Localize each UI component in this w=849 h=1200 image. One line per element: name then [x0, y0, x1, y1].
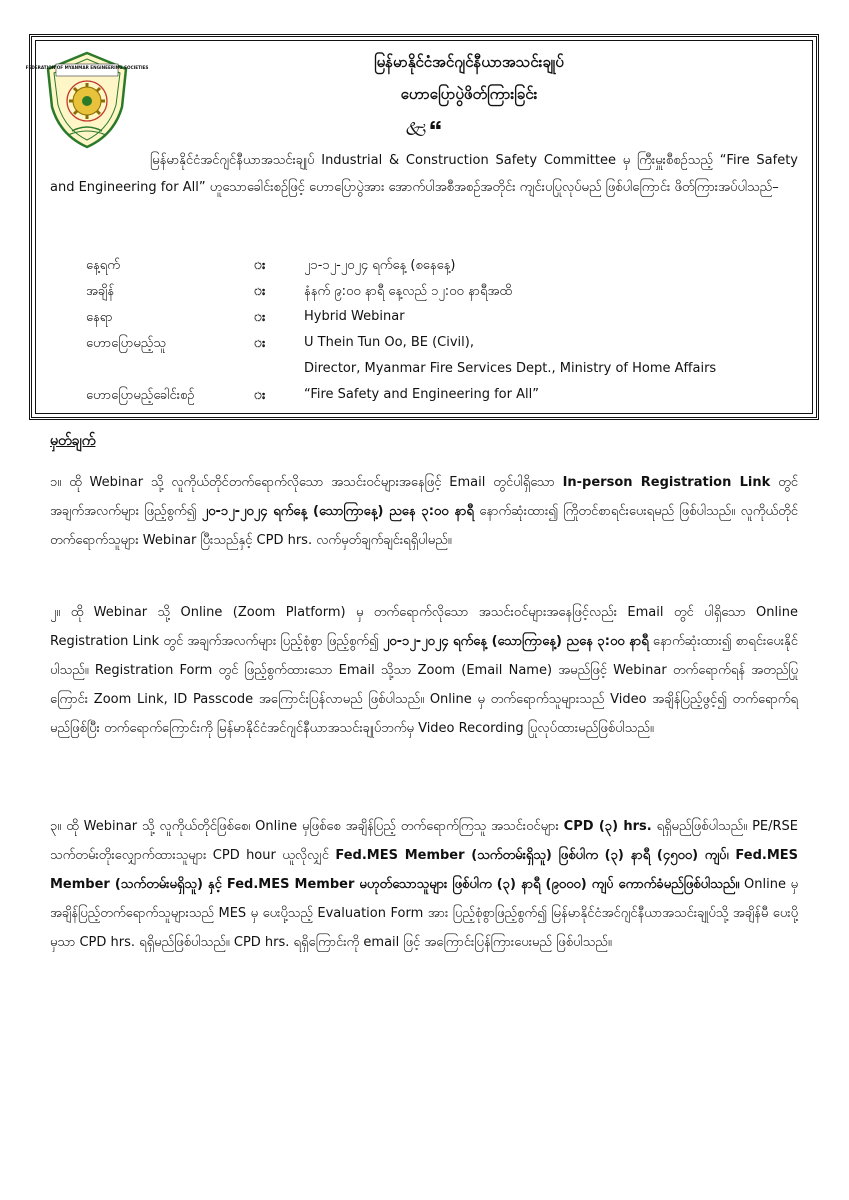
note-text: ၁။ ထို Webinar သို့ လူကိုယ်တိုင်တက်ရောက်လိုသော အသင်းဝင်များအနေဖြင့် Email တွင်ပါရှိသော [50, 475, 563, 490]
note-text: Online မှ အချိန်ပြည့်တက်ရောက်သူများသည် MES မှ ပေးပို့သည့် Evaluation Form အား ပြည့်စုံစွာဖြည့်စွက်၍ မြန်မာနိုင်ငံအင်ဂျင်နီယာအသင်းချုပ်သို့ အချိန်မီ ပေးပို့မှသာ CPD hrs. ရရှိမည်ဖြစ်ပါသည်။ CPD hrs. ရရှိကြောင်းကို email ဖြင့် အကြောင်းပြန်ကြားပေးမည် ဖြစ်ပါသည်။ [50, 877, 799, 950]
schedule-value: ၂၁-၁၂-၂၀၂၄ ရက်နေ့ (စနေနေ့) [304, 258, 456, 273]
document-title: မြန်မာနိုင်ငံအင်ဂျင်နီယာအသင်းချုပ် [374, 53, 564, 71]
schedule-label: ဟောပြောမည့်ခေါင်းစဉ် [86, 388, 195, 403]
schedule-colon: း [254, 388, 266, 403]
note-bold: ၂၀-၁၂-၂၀၂၄ ရက်နေ့ (သောကြာနေ့) ညနေ ၃:၀၀ နာရီ [382, 634, 649, 649]
invitation-frame-inner [25, 40, 813, 414]
note-paragraph-2 [50, 598, 798, 743]
schedule-label: အချိန် [86, 284, 115, 299]
note-bold: Fed.MES Member (သက်တမ်းရှိသူ) ဖြစ်ပါက (၃) နာရီ (၄၅၀၀) ကျပ်၊ Fed.MES Member (သက်တမ်းမရှိသူ) နှင့် Fed.MES Member မဟုတ်သောသူများ ဖြစ်ပါက (၃) နာရီ (၉၀၀၀) ကျပ် ကောက်ခံမည်ဖြစ်ပါသည်။ [50, 848, 798, 892]
schedule-value-line2: Director, Myanmar Fire Services Dept., Ministry of Home Affairs [304, 361, 717, 376]
note-text: တွင် အချက်အလက်များ ဖြည့်စွက်၍ [50, 475, 798, 519]
ornament-divider-icon: 🙵🙶 [404, 119, 444, 140]
note-text: နောက်ဆုံးထား၍ စာရင်းပေးနိုင်ပါသည်။ Registration Form တွင် ဖြည့်စွက်ထားသော Email သို့သာ Zoom (Email Name) အမည်ဖြင့် Webinar တက်ရောက်ရန် အတည်ပြုကြောင်း Zoom Link, ID Passcode အကြောင်းပြန်လာမည် ဖြစ်ပါသည်။ Online မှ တက်ရောက်သူများသည် Video အချိန်ပြည့်ဖွင့်၍ တက်ရောက်ရမည်ဖြစ်ပြီး တက်ရောက်ကြောင်းကို မြန်မာနိုင်ငံအင်ဂျင်နီယာအသင်းချုပ်ဘက်မှ Video Recording ပြုလုပ်ထားမည်ဖြစ်ပါသည်။ [50, 634, 798, 736]
schedule-label: နေ့ရက် [86, 258, 120, 273]
intro-paragraph: မြန်မာနိုင်ငံအင်ဂျင်နီယာအသင်းချုပ် Industrial & Construction Safety Committee မှ ကြီးမှူးစီစဉ်သည့် “Fire Safety and Engineering for All” ဟူသောခေါင်းစဉ်ဖြင့် ဟောပြောပွဲအား အောက်ပါအစီအစဉ်အတိုင်း ကျင်းပပြုလုပ်မည် ဖြစ်ပါကြောင်း ဖိတ်ကြားအပ်ပါသည်– [50, 153, 798, 195]
note-bold: CPD (၃) hrs. [563, 819, 652, 834]
schedule-value: Hybrid Webinar [304, 309, 405, 324]
invitation-frame [25, 34, 819, 420]
note-bold: In-person Registration Link [562, 475, 771, 490]
note-text: ရရှိမည်ဖြစ်ပါသည်။ PE/RSE သက်တမ်းတိုးလျှောက်ထားသူများ CPD hour ယူလိုလျှင် [50, 819, 799, 863]
note-paragraph-1 [50, 468, 798, 555]
note-text: ၂။ ထို Webinar သို့ Online (Zoom Platform) မှ တက်ရောက်လိုသော အသင်းဝင်များအနေဖြင့်လည်း Email တွင် ပါရှိသော Online Registration Link တွင် အချက်အလက်များ ပြည့်စုံစွာ ဖြည့်စွက်၍ [50, 605, 798, 649]
schedule-value: U Thein Tun Oo, BE (Civil), [304, 335, 474, 350]
schedule-colon: း [254, 284, 266, 299]
note-bold: ၂၀-၁၂-၂၀၂၄ ရက်နေ့ (သောကြာနေ့) ညနေ ၃:၀၀ နာရီ [201, 504, 474, 519]
schedule-colon: း [254, 310, 266, 325]
schedule-colon: း [254, 336, 266, 351]
schedule-value: “Fire Safety and Engineering for All” [304, 387, 539, 402]
logo-text: FEDERATION OF MYANMAR ENGINEERING SOCIETIES [25, 65, 149, 70]
schedule-label: ဟောပြောမည့်သူ [86, 336, 166, 351]
schedule-label: နေရာ [86, 310, 113, 325]
schedule-value: နံနက် ၉:၀၀ နာရီ နေ့လည် ၁၂:၀၀ နာရီအထိ [304, 284, 512, 299]
notes-heading: မှတ်ချက် [50, 433, 96, 449]
note-paragraph-3 [50, 812, 798, 957]
note-text: နောက်ဆုံးထား၍ ကြိုတင်စာရင်းပေးရမည် ဖြစ်ပါသည်။ လူကိုယ်တိုင် တက်ရောက်သူများ Webinar ပြီးသည်နှင့် CPD hrs. လက်မှတ်ချက်ချင်းရရှိပါမည်။ [50, 504, 798, 548]
note-text: ၃။ ထို Webinar သို့ လူကိုယ်တိုင်ဖြစ်စေ၊ Online မှဖြစ်စေ အချိန်ပြည့် တက်ရောက်ကြသူ အသင်းဝင်များ [50, 819, 564, 834]
schedule-colon: း [254, 258, 266, 273]
document-subtitle: ဟောပြောပွဲဖိတ်ကြားခြင်း [400, 85, 538, 103]
